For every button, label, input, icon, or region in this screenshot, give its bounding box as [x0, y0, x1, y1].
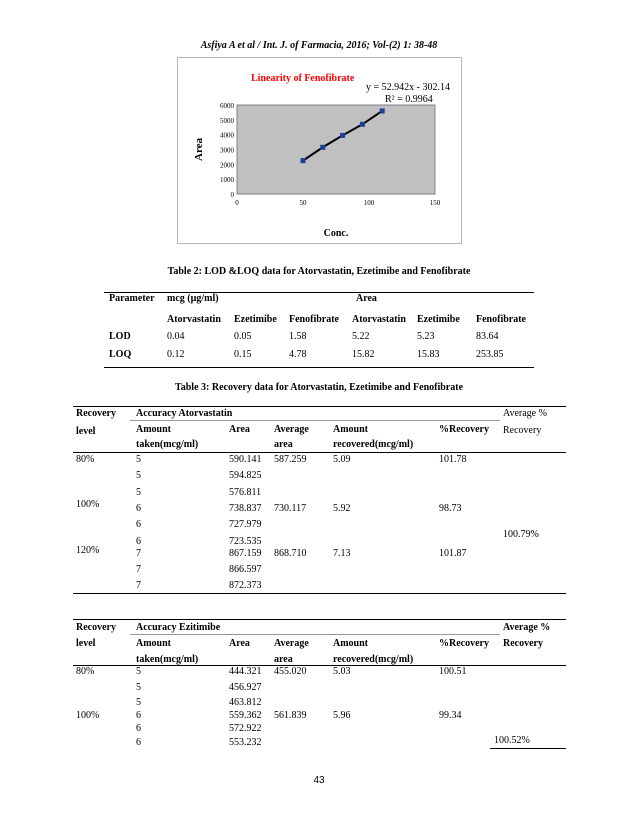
- table4-amount: 5: [136, 697, 141, 708]
- trendline-equation: y = 52.942x - 302.14: [366, 82, 450, 93]
- table3-pct: 101.87: [439, 548, 467, 559]
- table2-sub-2: Ezetimibe: [234, 314, 277, 325]
- table4-h-average-area: Average: [274, 638, 309, 649]
- table3-area: 727.979: [229, 519, 262, 530]
- table4-average-area: 455.020: [274, 666, 307, 677]
- data-point: [380, 108, 385, 113]
- table3-amount: 5: [136, 470, 141, 481]
- table2-sub-6: Fenofibrate: [476, 314, 526, 325]
- table3-area: 723.535: [229, 536, 262, 547]
- table4-top-rule: [73, 619, 566, 620]
- table3-level: 100%: [76, 499, 100, 510]
- table3-area: 738.837: [229, 503, 262, 514]
- table2-cell: 0.12: [167, 349, 185, 360]
- table3-amount: 6: [136, 536, 141, 547]
- table4-pct: 99.34: [439, 710, 462, 721]
- table4-area: 456.927: [229, 682, 262, 693]
- table2-cell: 5.23: [417, 331, 435, 342]
- table3-h-area: Area: [229, 424, 250, 435]
- y-axis-label: Area: [193, 137, 205, 162]
- table3-area: 867.159: [229, 548, 262, 559]
- data-point: [360, 122, 365, 127]
- table4-h-pct-recovery: %Recovery: [439, 638, 489, 649]
- table4-area: 463.812: [229, 697, 262, 708]
- table4-h-average-pct-2: Recovery: [503, 638, 543, 649]
- table2-cell: 15.82: [352, 349, 375, 360]
- table4-recovered: 5.03: [333, 666, 351, 677]
- table3-recovered: 5.92: [333, 503, 351, 514]
- table4-area: 572.922: [229, 723, 262, 734]
- y-tick-label: 5000: [220, 116, 234, 125]
- table2-cell: 0.15: [234, 349, 252, 360]
- table4-h-recovered: Amount: [333, 638, 369, 649]
- table2-cell: 15.83: [417, 349, 440, 360]
- table2-h-parameter: Parameter: [109, 293, 155, 304]
- table2-row-loq-label: LOQ: [109, 349, 132, 360]
- table3-amount: 6: [136, 503, 141, 514]
- table4-h-amount-2: taken(mcg/ml): [136, 654, 199, 665]
- table4-h-average-pct: Average %: [503, 622, 551, 633]
- table3-h-amount: Amount: [136, 424, 172, 435]
- chart-svg: [178, 58, 463, 245]
- table4-area: 553.232: [229, 737, 262, 748]
- table4-overall-recovery: 100.52%: [494, 735, 530, 746]
- table3-area: 594.825: [229, 470, 262, 481]
- table3-h-recovered: Amount: [333, 424, 369, 435]
- table3-pct: 101.78: [439, 454, 467, 465]
- x-tick-label: 100: [363, 199, 375, 207]
- table3-amount: 7: [136, 564, 141, 575]
- data-point: [340, 133, 345, 138]
- table4-amount: 6: [136, 737, 141, 748]
- table3-area: 576.811: [229, 487, 262, 498]
- table2-cell: 0.04: [167, 331, 185, 342]
- table3-area: 590.141: [229, 454, 262, 465]
- table2-cell: 83.64: [476, 331, 499, 342]
- y-tick-label: 4000: [220, 131, 234, 140]
- table3-h-average-area: Average: [274, 424, 309, 435]
- table3-area: 872.373: [229, 580, 262, 591]
- table3-h-average-pct: Average %: [503, 408, 547, 419]
- running-header: Asfiya A et al / Int. J. of Farmacia, 2016; Vol-(2) 1: 38-48: [200, 40, 438, 51]
- table3-top-rule: [73, 406, 566, 407]
- table2-caption: Table 2: LOD &LOQ data for Atorvastatin, Ezetimibe and Fenofibrate: [167, 266, 471, 277]
- table3-h-accuracy: Accuracy Atorvastatin: [136, 408, 233, 419]
- y-tick-label: 0: [230, 191, 234, 199]
- table3-h-average-pct-2: Recovery: [503, 425, 542, 436]
- y-tick-label: 6000: [220, 102, 234, 110]
- table3-amount: 7: [136, 580, 141, 591]
- table3-caption: Table 3: Recovery data for Atorvastatin, Ezetimibe and Fenofibrate: [174, 382, 464, 393]
- table3-recovered: 7.13: [333, 548, 351, 559]
- data-point: [301, 158, 306, 163]
- table2-bottom-rule: [104, 367, 534, 368]
- table4-h-average-area-2: area: [274, 654, 293, 665]
- x-axis-label: Conc.: [323, 228, 349, 239]
- y-tick-label: 1000: [220, 176, 234, 185]
- table3-pct: 98.73: [439, 503, 462, 514]
- y-tick-label: 3000: [220, 146, 234, 155]
- table3-level: 120%: [76, 545, 100, 556]
- table4-h-accuracy: Accuracy Ezitimibe: [136, 622, 221, 633]
- table2-cell: 4.78: [289, 349, 307, 360]
- table4-amount: 5: [136, 666, 141, 677]
- table4-area: 559.362: [229, 710, 262, 721]
- table3-average-area: 730.117: [274, 503, 307, 514]
- table2-h-area: Area: [356, 293, 377, 304]
- table3-overall-recovery: 100.79%: [503, 529, 539, 540]
- table4-level: 80%: [76, 666, 95, 677]
- table3-bottom-rule: [73, 593, 566, 594]
- table4-header-rule: [130, 634, 500, 635]
- table2-sub-1: Atorvastatin: [167, 314, 221, 325]
- x-tick-label: 150: [429, 199, 441, 207]
- table3-header-bottom-rule: [73, 452, 566, 453]
- table3-h-recovered-2: recovered(mcg/ml): [333, 439, 414, 450]
- table2-cell: 5.22: [352, 331, 370, 342]
- table2-cell: 0.05: [234, 331, 252, 342]
- table3-amount: 5: [136, 487, 141, 498]
- table4-level: 100%: [76, 710, 100, 721]
- table3-area: 866.597: [229, 564, 262, 575]
- chart-title: Linearity of Fenofibrate: [251, 73, 355, 84]
- data-point: [320, 145, 325, 150]
- page-number: 43: [313, 775, 325, 786]
- r-squared-label: R² = 0.9964: [385, 94, 433, 105]
- table4-average-area: 561.839: [274, 710, 307, 721]
- table3-level: 80%: [76, 454, 95, 465]
- table3-amount: 7: [136, 548, 141, 559]
- table3-recovered: 5.09: [333, 454, 351, 465]
- table3-average-area: 587.259: [274, 454, 307, 465]
- linearity-chart: [177, 57, 462, 244]
- table4-h-level-2: level: [76, 638, 96, 649]
- table4-amount: 6: [136, 723, 141, 734]
- table4-header-bottom-rule: [73, 665, 566, 666]
- table2-sub-3: Fenofibrate: [289, 314, 339, 325]
- table4-amount: 6: [136, 710, 141, 721]
- table4-amount: 5: [136, 682, 141, 693]
- table2-sub-5: Ezetimibe: [417, 314, 460, 325]
- table2-cell: 253.85: [476, 349, 504, 360]
- table2-cell: 1.58: [289, 331, 307, 342]
- table3-h-level: Recovery: [76, 408, 116, 419]
- table4-h-recovered-2: recovered(mcg/ml): [333, 654, 414, 665]
- table4-h-amount: Amount: [136, 638, 172, 649]
- table4-area: 444.321: [229, 666, 262, 677]
- x-tick-label: 0: [235, 199, 239, 207]
- table3-h-amount-2: taken(mcg/ml): [136, 439, 199, 450]
- table4-h-area: Area: [229, 638, 250, 649]
- y-tick-label: 2000: [220, 161, 234, 170]
- table4-pct: 100.51: [439, 666, 467, 677]
- table3-amount: 5: [136, 454, 141, 465]
- table4-h-level: Recovery: [76, 622, 116, 633]
- plot-area: [237, 105, 435, 194]
- table3-h-level-2: level: [76, 426, 96, 437]
- table3-header-rule: [130, 420, 500, 421]
- table2-h-mcg: mcg (µg/ml): [167, 293, 219, 304]
- table3-average-area: 868.710: [274, 548, 307, 559]
- x-tick-label: 50: [299, 199, 307, 207]
- table3-amount: 6: [136, 519, 141, 530]
- table4-bottom-rule: [490, 748, 566, 749]
- table3-h-average-area-2: area: [274, 439, 293, 450]
- table4-recovered: 5.96: [333, 710, 351, 721]
- table3-h-pct-recovery: %Recovery: [439, 424, 489, 435]
- table2-sub-4: Atorvastatin: [352, 314, 406, 325]
- table2-row-lod-label: LOD: [109, 331, 131, 342]
